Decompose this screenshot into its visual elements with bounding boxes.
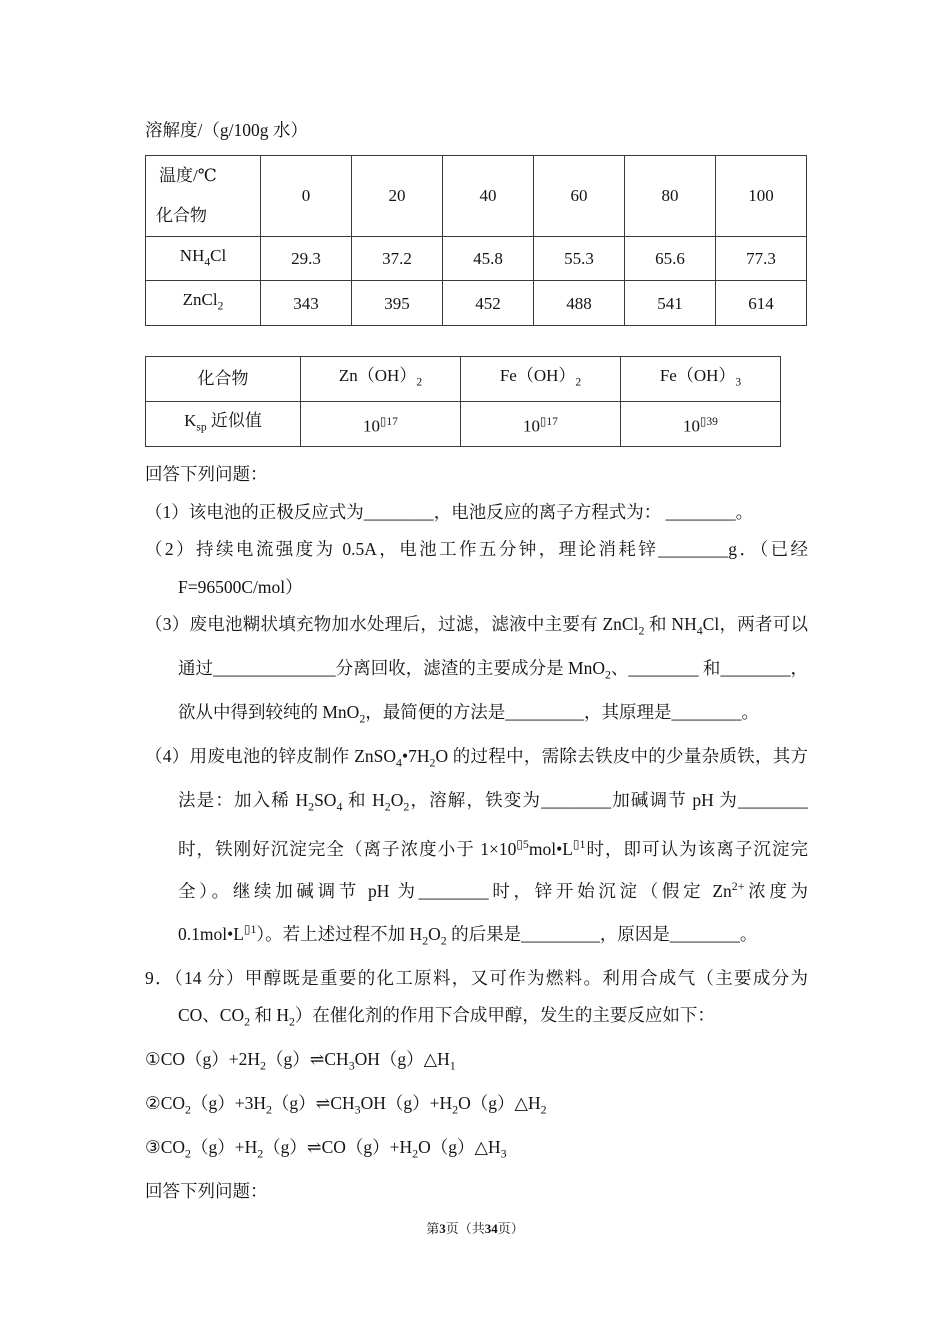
document-content — [145, 112, 808, 1211]
equation-2: $②CO_2(g)+3H_2(g)\rightleftharpoons CH_3OH(g)+H_2O(g)\triangle H_2$ — [145, 1093, 547, 1117]
answer-prompt: 回答下列问题： — [145, 464, 268, 485]
question-2: （2）持续电流强度为 0.5A，电池工作五分钟，理论消耗锌________g．（已经 F=96500C/mol） — [145, 539, 808, 597]
corner-header-cell — [146, 155, 261, 236]
value-cell: 452 — [443, 281, 534, 326]
value-cell: 65.6 — [625, 236, 716, 281]
ksp-table — [145, 356, 781, 447]
question-3: （3）废电池糊状填充物加水处理后，过滤，滤液中主要有 ZnCl$_2$ 和 $NH_4Cl$，两者可以通过______________分离回收，滤渣的主要成分是 MnO$_2$、________ 和________，欲从中得到较纯的 MnO$_2$，最简便的方法是_________，其原理是________。 — [145, 614, 809, 726]
ksp-value-cell: $10^{▯39}$ — [621, 402, 781, 447]
table-header-row — [146, 155, 807, 236]
solubility-title: 溶解度/（g/100g 水） — [145, 120, 308, 140]
page-footer: 第3页（共34页） — [426, 1221, 524, 1236]
compound-cell: $NH_4Cl$ — [146, 236, 261, 281]
equation-3: $③CO_2(g)+H_2(g)\rightleftharpoons CO(g)+H_2O(g)\triangle H_3$ — [145, 1137, 507, 1161]
temp-header-cell: 100 — [716, 155, 807, 236]
temp-header-cell: 20 — [352, 155, 443, 236]
question-4: （4）用废电池的锌皮制作 $ZnSO_4•7H_2O$ 的过程中，需除去铁皮中的少量杂质铁，其方法是：加入稀 $H_2SO_4$ 和 $H_2O_2$，溶解，铁变为________加碱调节 pH 为________时，铁刚好沉淀完全（离子浓度小于 $1\times 10^{▯5}mol•L^{▯1}$时，即可认为该离子沉淀完全）。继续加碱调节 pH 为________时，锌开始沉淀（假定 $Zn^{2+}$浓度为 $0.1mol•L^{▯1}$）。若上述过程不加 $H_2O_2$ 的后果是_________，原因是________。 — [145, 746, 809, 948]
value-cell: 55.3 — [534, 236, 625, 281]
temp-header-cell: 0 — [261, 155, 352, 236]
table-header-row — [146, 357, 781, 402]
ksp-value-cell: $10^{▯17}$ — [301, 402, 461, 447]
value-cell: 343 — [261, 281, 352, 326]
compound-cell: ZnCl$_2$ — [146, 281, 261, 326]
ksp-label-cell: $K_{sp}$ 近似值 — [146, 402, 301, 447]
value-cell: 488 — [534, 281, 625, 326]
value-cell: 541 — [625, 281, 716, 326]
temperature-axis-label: 温度/℃ — [159, 165, 217, 185]
ksp-value-cell: $10^{▯17}$ — [461, 402, 621, 447]
temp-header-cell: 60 — [534, 155, 625, 236]
question-1: （1）该电池的正极反应式为________，电池反应的离子方程式为： ________。 — [145, 501, 754, 522]
compound-axis-label: 化合物 — [156, 205, 207, 225]
temp-header-cell: 80 — [625, 155, 716, 236]
table-row — [146, 402, 781, 447]
answer-prompt-2: 回答下列问题： — [145, 1181, 268, 1202]
compound-cell: $Fe(OH)_2$ — [461, 357, 621, 402]
solubility-table — [145, 155, 807, 327]
value-cell: 77.3 — [716, 236, 807, 281]
table-row — [146, 236, 807, 281]
compound-cell: $Fe(OH)_3$ — [621, 357, 781, 402]
table-row — [146, 281, 807, 326]
temp-header-cell: 40 — [443, 155, 534, 236]
compound-cell: $Zn(OH)_2$ — [301, 357, 461, 402]
value-cell: 395 — [352, 281, 443, 326]
question-9-intro: 9．（14 分）甲醇既是重要的化工原料，又可作为燃料。利用合成气（主要成分为 CO、$CO_2$ 和 $H_2$）在催化剂的作用下合成甲醇，发生的主要反应如下： — [145, 967, 808, 1029]
value-cell: 37.2 — [352, 236, 443, 281]
value-cell: 614 — [716, 281, 807, 326]
value-cell: 45.8 — [443, 236, 534, 281]
value-cell: 29.3 — [261, 236, 352, 281]
equation-1: $①CO(g)+2H_2(g)\rightleftharpoons CH_3OH(g)\triangle H_1$ — [145, 1049, 456, 1073]
compound-header-cell: 化合物 — [146, 357, 301, 402]
